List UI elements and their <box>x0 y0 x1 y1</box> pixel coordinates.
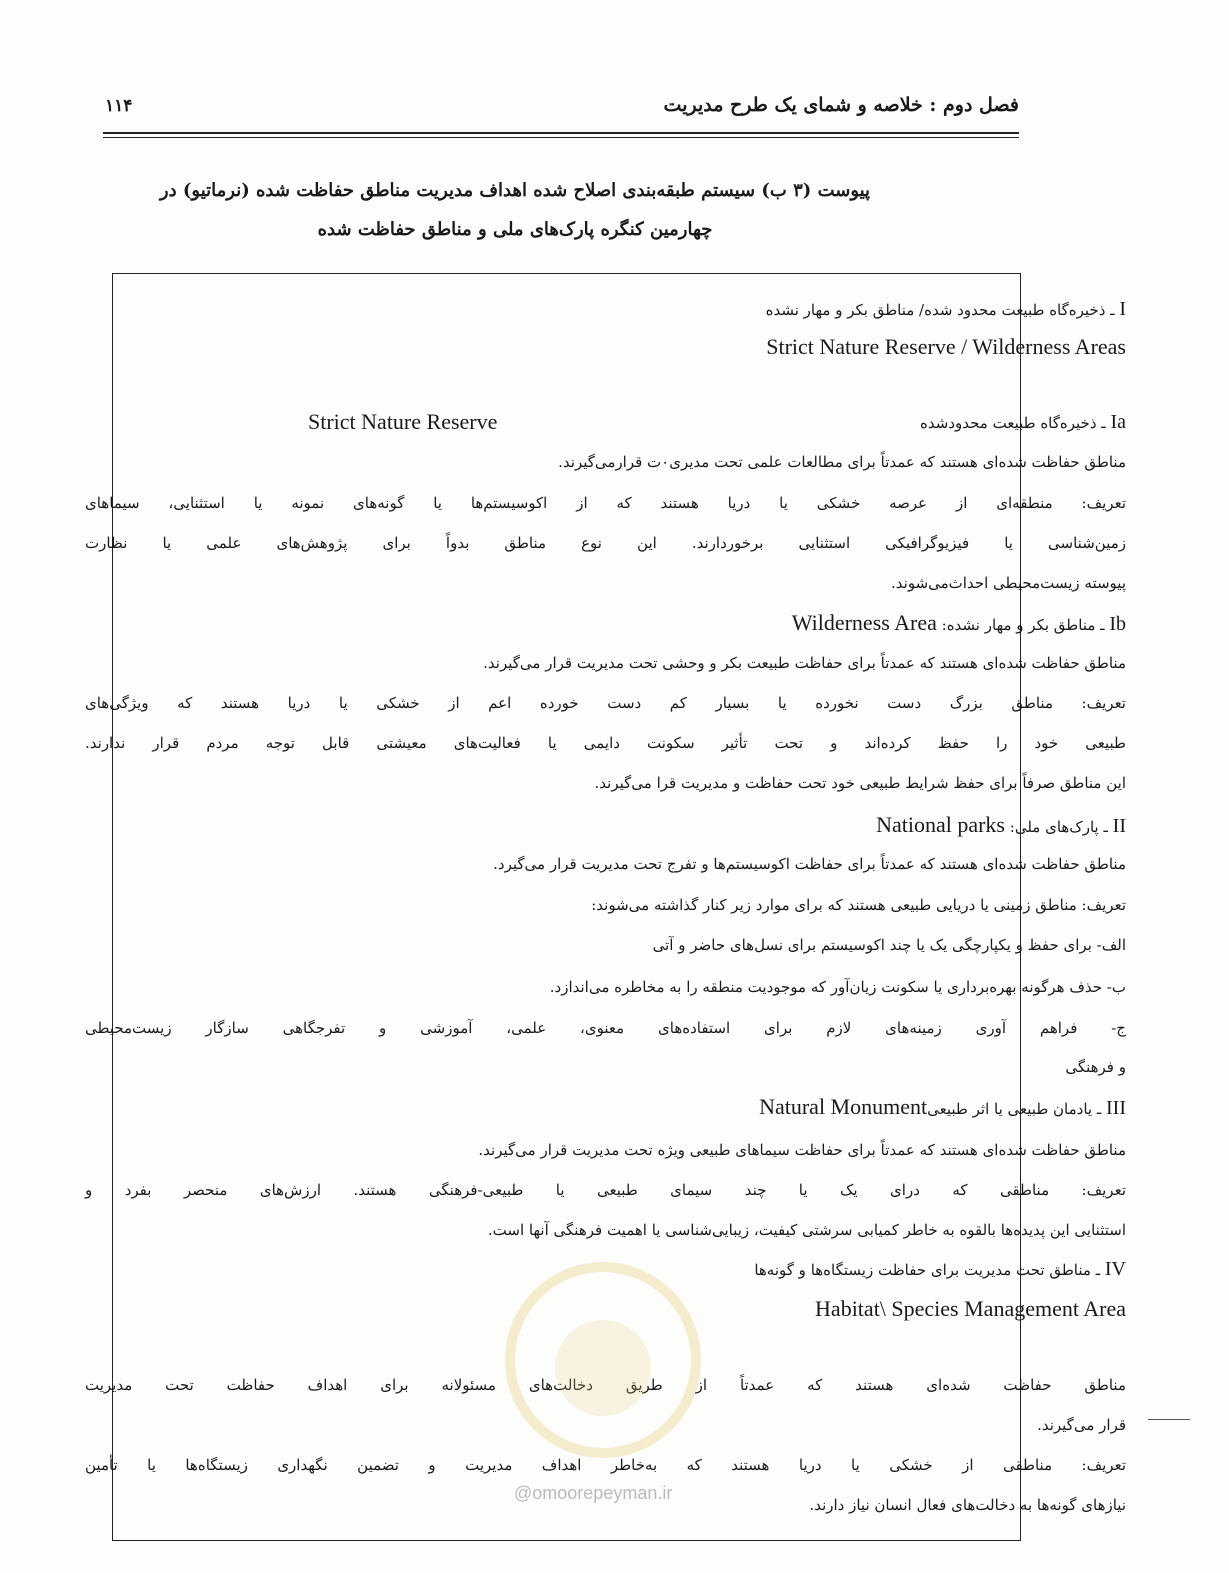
cat1b-line-4: این مناطق صرفاً برای حفظ شرایط طبیعی خود تحت حفاظت و مدیریت قرا می‌گیرند. <box>594 774 1126 792</box>
page-header <box>103 88 1019 140</box>
cat1a-line-1: مناطق حفاظت شده‌ای هستند که عمدتاً برای مطالعات علمی تحت مدیری٠ت قرارمی‌گیرند. <box>558 453 1126 471</box>
cat1-heading-fa: ـ ذخیره‌گاه طبیعت محدود شده/ مناطق بکر و مهار نشده <box>765 301 1115 319</box>
margin-dash <box>1148 1419 1190 1420</box>
cat1a-heading-fa: ـ ذخیره‌گاه طبیعت محدودشده <box>920 414 1106 432</box>
cat3-heading-fa: ـ یادمان طبیعی یا اثر طبیعی <box>927 1100 1102 1118</box>
cat4-code: IV <box>1104 1258 1126 1280</box>
cat1-heading-en: Strict Nature Reserve / Wilderness Areas <box>766 334 1126 359</box>
cat4-heading-en: Habitat\ Species Management Area <box>815 1296 1126 1321</box>
cat1b-heading-fa: ـ مناطق بکر و مهار نشده: <box>941 616 1105 634</box>
cat4-heading-fa: ـ مناطق تحت مدیریت برای حفاظت زیستگاه‌ها و گونه‌ها <box>754 1261 1101 1279</box>
cat3-line-2: تعریف: مناطقی که درای یک یا چند سیمای طبیعی یا طبیعی-فرهنگی هستند. ارزش‌های منحصر بفرد و <box>85 1181 1126 1199</box>
cat1b-heading <box>792 610 1126 636</box>
cat4-line-3: تعریف: مناطقی از خشکی یا دریا هستند که به‌خاطر اهداف مدیریت و تضمین نگهداری زیستگاه‌ها یا تأمین <box>85 1456 1126 1474</box>
cat1b-line-2: تعریف: مناطق بزرگ دست نخورده یا بسیار کم دست خورده اعم از خشکی یا دریا هستند که ویژگی‌های <box>85 694 1126 712</box>
cat2-heading-fa: ـ پارک‌های ملی: <box>1009 818 1108 836</box>
cat1b-line-1: مناطق حفاظت شده‌ای هستند که عمدتاً برای حفاظت طبیعت بکر و وحشی تحت مدیریت قرار می‌گیرند. <box>483 654 1126 672</box>
cat1b-line-3: طبیعی خود را حفظ کرده‌اند و تحت تأثیر سکونت دایمی یا فعالیت‌های معیشتی قابل توجه مردم قرار ندارند. <box>85 734 1126 752</box>
cat2-line-4: ب- حذف هرگونه بهره‌برداری یا سکونت زیان‌آور که موجودیت منطقه را به مخاطره می‌اندازد. <box>549 978 1126 996</box>
cat1-heading <box>766 298 1126 321</box>
cat3-heading-en: Natural Monument <box>759 1094 928 1119</box>
header-rule-thin <box>103 137 1019 138</box>
cat3-line-3: استثنایی این پدیده‌ها بالقوه به خاطر کمیابی سرشتی کیفیت، زیبایی‌شناسی یا اهمیت فرهنگی آنها است. <box>487 1221 1126 1239</box>
cat4-line-4: نیازهای گونه‌ها به دخالت‌های فعال انسان نیاز دارند. <box>809 1496 1126 1514</box>
cat1a-heading-en: Strict Nature Reserve <box>308 409 498 434</box>
cat4-heading <box>754 1258 1126 1281</box>
watermark-text: @omoorepeyman.ir <box>514 1483 673 1503</box>
cat1a-line-4: پیوسته زیست‌محیطی احداث‌می‌شوند. <box>891 574 1126 592</box>
cat4-line-1: مناطق حفاظت شده‌ای هستند که عمدتاً از طریق دخالت‌های مسئولانه برای اهداف حفاظت تحت مدیریت <box>85 1376 1126 1394</box>
cat1b-code: Ib <box>1109 613 1126 635</box>
cat1-code: I <box>1119 298 1126 320</box>
cat3-code: III <box>1106 1097 1126 1119</box>
page-number: ۱۱۴ <box>105 96 133 116</box>
section-title-line1: پیوست (۳ ب) سیستم طبقه‌بندی اصلاح شده اهداف مدیریت مناطق حفاظت شده (نرماتیو) در <box>159 180 871 201</box>
cat1a-heading <box>920 411 1126 434</box>
cat2-line-2: تعریف: مناطق زمینی یا دریایی طبیعی هستند که برای موارد زیر کنار گذاشته می‌شوند: <box>591 896 1126 914</box>
cat2-heading <box>876 812 1126 838</box>
cat2-line-6: و فرهنگی <box>1065 1058 1126 1076</box>
cat1a-line-3: زمین‌شناسی یا فیزیوگرافیکی استثنایی برخوردارند. این نوع مناطق بدواً برای پژوهش‌های علمی یا نظارت <box>85 534 1126 552</box>
cat4-line-2: قرار می‌گیرند. <box>1037 1416 1126 1434</box>
cat2-line-5: ج- فراهم آوری زمینه‌های لازم برای استفاده‌های معنوی، علمی، آموزشی و تفرجگاهی سازگار زیست‌محیطی <box>85 1019 1126 1037</box>
cat2-line-3: الف- برای حفظ و یکپارچگی یک یا چند اکوسیستم برای نسل‌های حاضر و آتی <box>652 936 1126 954</box>
cat3-heading <box>759 1094 1126 1120</box>
header-rule-thick <box>103 132 1019 134</box>
cat1a-code: Ia <box>1110 411 1126 433</box>
cat3-line-1: مناطق حفاظت شده‌ای هستند که عمدتاً برای حفاظت سیماهای طبیعی ویژه تحت مدیریت قرار می‌گیرند. <box>478 1141 1126 1159</box>
chapter-title: فصل دوم : خلاصه و شمای یک طرح مدیریت <box>663 94 1019 116</box>
cat1b-heading-en: Wilderness Area <box>791 610 937 635</box>
watermark-seal-icon <box>505 1262 701 1458</box>
watermark-gear-icon <box>555 1320 651 1416</box>
cat2-line-1: مناطق حفاظت شده‌ای هستند که عمدتاً برای حفاظت اکوسیستم‌ها و تفرج تحت مدیریت قرار می‌گیرد. <box>493 855 1126 873</box>
cat2-heading-en: National parks <box>876 812 1005 837</box>
section-title-line2: چهارمین کنگره پارک‌های ملی و مناطق حفاظت شده <box>317 219 713 240</box>
cat1a-line-2: تعریف: منطقه‌ای از عرصه خشکی یا دریا هستند که از اکوسیستم‌ها یا گونه‌های نمونه یا استثنایی، سیماهای <box>85 494 1126 512</box>
cat2-code: II <box>1112 815 1126 837</box>
